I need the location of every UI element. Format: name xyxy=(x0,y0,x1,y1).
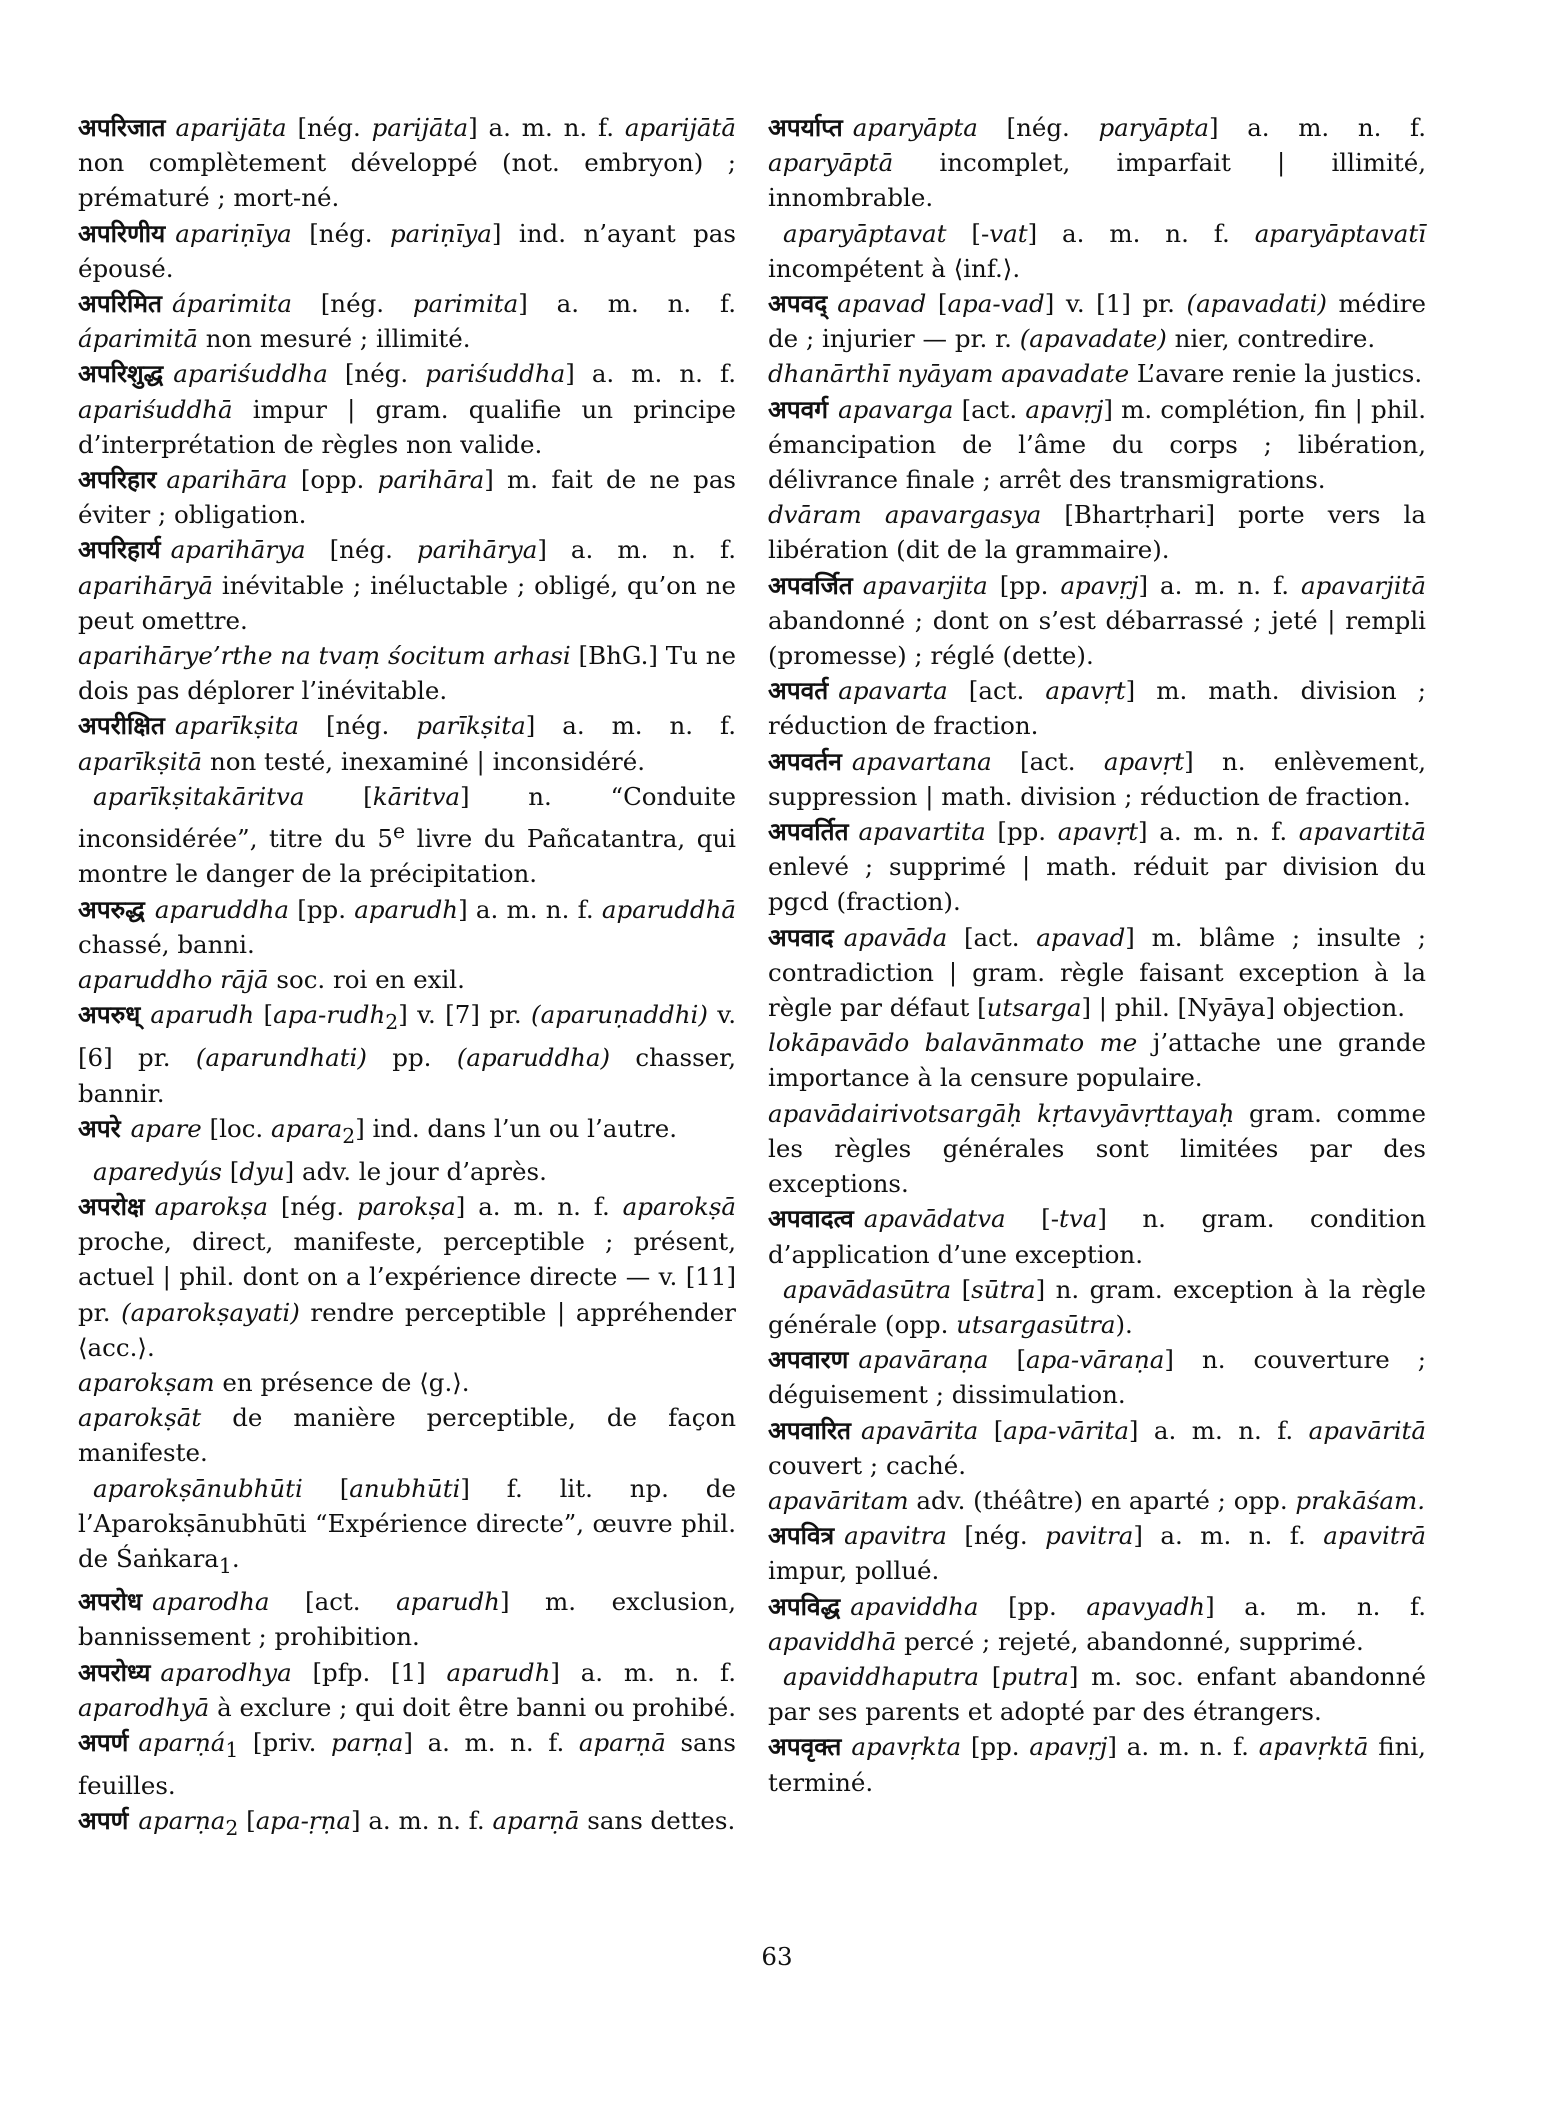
entry-text: ] m. math. division ; réduction de fraction. xyxy=(768,676,1426,741)
dictionary-entry xyxy=(78,1111,736,1154)
entry-text: [act. xyxy=(953,394,1026,424)
entry-text: enlevé ; supprimé | math. réduit par division du pgcd (fraction). xyxy=(768,852,1426,917)
headword-devanagari: अपर्ण xyxy=(78,1806,129,1836)
italic-text: apavartitā xyxy=(1298,817,1426,847)
entry-text: impur, pollué. xyxy=(768,1556,940,1586)
italic-text: (apavadati) xyxy=(1186,289,1327,319)
entry-text: couvert ; caché. xyxy=(768,1450,967,1480)
entry-text: ] v. [1] pr. xyxy=(1044,289,1187,319)
entry-text: ] | phil. [Nyāya] objection. xyxy=(1081,993,1406,1023)
entry-text: abandonné ; dont on s’est débarrassé ; jeté | rempli (promesse) ; réglé (dette). xyxy=(768,605,1426,671)
dictionary-entry xyxy=(78,1803,736,1846)
entry-text: ] m. blâme ; insulte ; contradiction | gram. règle faisant exception à la règle par défaut [ xyxy=(768,922,1426,1023)
headword-devanagari: अपर्ण xyxy=(78,1727,129,1757)
italic-text: aparyāptā xyxy=(768,148,894,178)
entry-text: ] a. m. n. f. xyxy=(403,1727,579,1757)
dictionary-entry xyxy=(78,1655,736,1725)
italic-text: aparedyús xyxy=(93,1156,222,1186)
dictionary-entry xyxy=(78,532,736,638)
italic-text: apaviddhā xyxy=(768,1626,897,1656)
dictionary-entry xyxy=(78,638,736,708)
headword-devanagari: अपवादत्व xyxy=(768,1204,854,1234)
entry-text: [Bhartṛhari] porte vers la libération (dit de la grammaire). xyxy=(768,500,1426,565)
entry-text: [act. xyxy=(947,922,1037,952)
italic-text: dyu xyxy=(239,1156,285,1186)
entry-text: L’avare renie la justics. xyxy=(1129,359,1423,389)
entry-text: ). xyxy=(1115,1309,1133,1339)
dictionary-entry xyxy=(78,708,736,778)
entry-text: ] ind. n’ayant pas épousé. xyxy=(78,218,736,283)
italic-text: aparīkṣitakāritva xyxy=(93,781,305,811)
headword-devanagari: अपरिमित xyxy=(78,289,162,319)
entry-text: chasser, bannir. xyxy=(78,1043,736,1108)
italic-text: parihārya xyxy=(416,535,538,565)
italic-text: apare xyxy=(130,1113,202,1143)
entry-text: incomplet, imparfait | illimité, innombrable. xyxy=(768,148,1426,213)
italic-text: aparijātā xyxy=(624,113,736,142)
dictionary-entry xyxy=(78,1189,736,1365)
dictionary-entry xyxy=(768,1025,1426,1095)
entry-text: ] a. m. n. f. xyxy=(537,535,736,565)
entry-text: [nég. xyxy=(286,113,372,142)
entry-text: ] a. m. n. f. xyxy=(1107,1732,1259,1762)
subscript: 1 xyxy=(225,1737,239,1762)
subscript: 1 xyxy=(218,1553,232,1578)
entry-text: ] a. m. n. f. xyxy=(1138,817,1299,847)
headword-devanagari: अपरे xyxy=(78,1113,121,1143)
superscript: e xyxy=(392,819,406,844)
headword-devanagari: अपरिशुद्ध xyxy=(78,359,164,389)
italic-text: aparokṣam xyxy=(78,1368,215,1398)
entry-text: [ xyxy=(221,1156,240,1186)
entry-text: ] a. m. n. f. xyxy=(350,1806,493,1836)
entry-text: [act. xyxy=(991,746,1104,776)
entry-text: [ xyxy=(302,1473,350,1503)
entry-text: [nég. xyxy=(946,1521,1046,1551)
italic-text: aparīkṣitā xyxy=(78,746,203,776)
headword-devanagari: अपवर्तित xyxy=(768,817,849,847)
subscript: 2 xyxy=(385,1010,399,1035)
subscript: 2 xyxy=(342,1123,356,1148)
dictionary-entry xyxy=(768,356,1426,391)
italic-text: aparokṣa xyxy=(154,1192,268,1222)
italic-text: pariṇīya xyxy=(390,218,492,248)
headword-devanagari: अपरोक्ष xyxy=(78,1192,145,1222)
entry-text: adv. (théâtre) en aparté ; opp. xyxy=(908,1485,1296,1515)
italic-text: aparudh xyxy=(354,894,459,924)
italic-text: (aparuṇaddhi) xyxy=(531,1000,708,1030)
italic-text: pavitra xyxy=(1045,1521,1134,1551)
entry-text: ] v. [7] pr. xyxy=(398,1000,532,1030)
entry-text: [nég. xyxy=(327,359,426,389)
italic-text: (aparokṣayati) xyxy=(121,1297,300,1327)
italic-text: kāritva xyxy=(372,781,461,811)
headword-devanagari: अपर्याप्त xyxy=(768,113,843,142)
italic-text: vat xyxy=(989,218,1028,248)
italic-text: aparodhya xyxy=(160,1657,292,1687)
entry-text: [ xyxy=(926,289,948,319)
entry-text: ] a. m. n. f. xyxy=(458,894,602,924)
headword-devanagari: अपरिजात xyxy=(78,113,166,142)
entry-text: [BhG.] Tu ne dois pas déplorer l’inévitable. xyxy=(78,641,736,706)
italic-text: aparuddha xyxy=(154,894,290,924)
italic-text: anubhūti xyxy=(349,1473,461,1503)
italic-text: aparokṣā xyxy=(622,1192,736,1222)
italic-text: (apavadate) xyxy=(1019,324,1167,354)
dictionary-entry xyxy=(78,110,736,216)
entry-text: [opp. xyxy=(287,465,378,495)
italic-text: apavṛt xyxy=(1057,817,1139,847)
entry-text: ] m. complétion, fin | phil. émancipation de l’âme du corps ; libération, délivrance finale ; arrêt des transmigrations. xyxy=(768,394,1426,495)
dictionary-entry xyxy=(768,497,1426,567)
entry-text: [ xyxy=(254,1000,274,1030)
headword-devanagari: अपवारण xyxy=(768,1345,849,1375)
left-column xyxy=(78,110,736,1846)
dictionary-entry xyxy=(78,356,736,462)
entry-text: ] a. m. n. f. xyxy=(518,289,736,319)
entry-text: médire de ; injurier — pr. r. xyxy=(768,289,1426,354)
entry-text: en présence de ⟨g.⟩. xyxy=(214,1368,470,1398)
entry-text: [nég. xyxy=(299,711,417,741)
italic-text: apariśuddha xyxy=(173,359,328,389)
italic-text: áparimita xyxy=(171,289,292,319)
italic-text: apavarjitā xyxy=(1301,570,1426,600)
italic-text: apavāda xyxy=(843,922,948,952)
entry-text: de manière perceptible, de façon manifeste. xyxy=(78,1403,736,1468)
dictionary-entry xyxy=(768,392,1426,498)
entry-text: rendre perceptible | appréhender ⟨acc.⟩. xyxy=(78,1297,737,1362)
entry-text: [pp. xyxy=(987,570,1061,600)
italic-text: aparṇā xyxy=(578,1727,666,1757)
italic-text: apariśuddhā xyxy=(78,394,233,424)
italic-text: apavarjita xyxy=(862,570,988,600)
entry-text: [- xyxy=(1005,1204,1060,1234)
italic-text: apavṛt xyxy=(1103,746,1185,776)
entry-text: ] n. enlèvement, suppression | math. division ; réduction de fraction. xyxy=(768,746,1426,811)
entry-text: ] a. m. n. f. xyxy=(565,359,736,389)
italic-text: parṇa xyxy=(331,1727,404,1757)
entry-text: soc. roi en exil. xyxy=(268,965,465,995)
italic-text: sūtra xyxy=(971,1274,1036,1304)
dictionary-entry xyxy=(768,920,1426,1026)
entry-text: ] a. m. n. f. xyxy=(1128,1415,1309,1445)
headword-devanagari: अपरिणीय xyxy=(78,218,166,248)
entry-text: [pp. xyxy=(289,894,355,924)
italic-text: aparijāta xyxy=(175,113,287,142)
italic-text: apavarga xyxy=(838,394,954,424)
italic-text: parokṣa xyxy=(357,1192,456,1222)
sub-entry xyxy=(768,1272,1426,1342)
entry-text: fini, terminé. xyxy=(768,1732,1426,1797)
entry-text: non testé, inexaminé | inconsidéré. xyxy=(202,746,646,776)
dictionary-entry xyxy=(768,1518,1426,1588)
italic-text: apavṛj xyxy=(1025,394,1104,424)
entry-text: ] n. “Conduite inconsidérée”, titre du 5 xyxy=(78,781,736,854)
italic-text: aparṇá xyxy=(138,1727,226,1757)
entry-text: à exclure ; qui doit être banni ou prohibé. xyxy=(209,1692,737,1722)
headword-devanagari: अपवर्त xyxy=(768,676,829,706)
italic-text: apavāritam xyxy=(768,1485,909,1515)
entry-text: incompétent à ⟨inf.⟩. xyxy=(768,253,1021,283)
dictionary-entry xyxy=(78,1400,736,1470)
sub-entry xyxy=(768,1659,1426,1729)
headword-devanagari: अपरोध xyxy=(78,1587,143,1617)
entry-text: ] a. m. n. f. xyxy=(1138,570,1302,600)
headword-devanagari: अपरुद्ध xyxy=(78,894,145,924)
entry-text: [nég. xyxy=(291,218,390,248)
italic-text: apa-ṛṇa xyxy=(255,1806,351,1836)
italic-text: apavartita xyxy=(858,817,986,847)
headword-devanagari: अपरिहार xyxy=(78,465,157,495)
entry-text: [pp. xyxy=(961,1732,1030,1762)
italic-text: aparyāpta xyxy=(852,113,978,142)
dictionary-entry xyxy=(78,216,736,286)
entry-text: v. [6] pr. xyxy=(78,1000,736,1073)
entry-text: j’attache une grande importance à la censure populaire. xyxy=(768,1028,1426,1093)
entry-text: [ xyxy=(978,1415,1004,1445)
entry-text: non mesuré ; illimité. xyxy=(197,324,471,354)
italic-text: apavārita xyxy=(860,1415,979,1445)
entry-text: ] ind. dans l’un ou l’autre. xyxy=(355,1113,677,1143)
italic-text: apaviddha xyxy=(850,1591,979,1621)
dictionary-entry xyxy=(768,1483,1426,1518)
italic-text: apavādatva xyxy=(863,1204,1006,1234)
sub-entry xyxy=(78,779,736,892)
entry-text: [ xyxy=(988,1345,1027,1375)
dictionary-entry xyxy=(78,962,736,997)
italic-text: aparuddho rājā xyxy=(78,965,269,995)
entry-text: ] n. couverture ; déguisement ; dissimulation. xyxy=(768,1345,1426,1410)
italic-text: aparuddhā xyxy=(601,894,736,924)
sub-entry xyxy=(768,216,1426,286)
entry-text: ] n. gram. exception à la règle générale (opp. xyxy=(768,1274,1426,1339)
italic-text: apa-vārita xyxy=(1003,1415,1129,1445)
italic-text: aparṇa xyxy=(138,1806,226,1836)
italic-text: aparodhyā xyxy=(78,1692,210,1722)
italic-text: apavādasūtra xyxy=(783,1274,952,1304)
italic-text: pariśuddha xyxy=(425,359,566,389)
entry-text: [pfp. [1] xyxy=(291,1657,447,1687)
entry-text: livre du Pañcatantra, qui montre le danger de la précipitation. xyxy=(78,824,736,889)
italic-text: (aparundhati) xyxy=(195,1043,367,1073)
italic-text: lokāpavādo balavānmato me xyxy=(768,1028,1138,1058)
entry-text: ] m. soc. enfant abandonné par ses parents et adopté par des étrangers. xyxy=(768,1661,1426,1727)
entry-text: ] m. fait de ne pas éviter ; obligation. xyxy=(78,465,736,530)
italic-text: apavṛj xyxy=(1029,1732,1108,1762)
italic-text: aparīkṣita xyxy=(174,711,300,741)
italic-text: áparimitā xyxy=(78,324,198,354)
italic-text: dvāram apavargasya xyxy=(768,500,1042,530)
italic-text: apavāraṇa xyxy=(858,1345,989,1375)
italic-text: apariṇīya xyxy=(175,218,292,248)
dictionary-entry xyxy=(768,814,1426,920)
entry-text: [ xyxy=(978,1661,1002,1691)
italic-text: apaviddhaputra xyxy=(783,1661,979,1691)
entry-text: ] m. exclusion, bannissement ; prohibition. xyxy=(78,1587,736,1652)
entry-text: gram. comme les règles générales sont limitées par des exceptions. xyxy=(768,1098,1426,1199)
italic-text: aparudh xyxy=(150,1000,255,1030)
headword-devanagari: अपरोध्य xyxy=(78,1657,151,1687)
entry-text: pp. xyxy=(366,1043,457,1073)
page-number: 63 xyxy=(761,1942,793,1971)
entry-text: [nég. xyxy=(305,535,417,565)
italic-text: aparihāra xyxy=(166,465,288,495)
italic-text: apavṛj xyxy=(1060,570,1139,600)
italic-text: aparihāryā xyxy=(78,570,213,600)
entry-text: ] n. gram. condition d’application d’une exception. xyxy=(768,1204,1426,1269)
italic-text: apavartana xyxy=(851,746,992,776)
entry-text: ] a. m. n. f. xyxy=(1027,218,1255,248)
entry-text: ] f. lit. np. de l’Aparokṣānubhūti “Expérience directe”, œuvre phil. de Śaṅkara xyxy=(78,1473,736,1574)
italic-text: aparokṣāt xyxy=(78,1403,202,1433)
dictionary-entry xyxy=(78,1584,736,1654)
italic-text: apavitra xyxy=(844,1521,947,1551)
italic-text: apavṛkta xyxy=(851,1732,962,1762)
entry-text: percé ; rejeté, abandonné, supprimé. xyxy=(896,1626,1364,1656)
italic-text: apara xyxy=(271,1113,343,1143)
entry-text: ] a. m. n. f. xyxy=(468,113,625,142)
entry-text: ] adv. le jour d’après. xyxy=(284,1156,547,1186)
italic-text: aparyāptavatī xyxy=(1254,218,1427,248)
italic-text: parijāta xyxy=(371,113,469,142)
headword-devanagari: अपवाद xyxy=(768,922,834,952)
entry-text: [loc. xyxy=(201,1113,271,1143)
entry-text: [nég. xyxy=(977,113,1099,142)
dictionary-entry xyxy=(768,1096,1426,1202)
dictionary-entry xyxy=(768,1201,1426,1271)
dictionary-entry xyxy=(768,1729,1426,1799)
italic-text: parimita xyxy=(412,289,519,319)
italic-text: apavṛktā xyxy=(1258,1732,1369,1762)
headword-devanagari: अपरीक्षित xyxy=(78,711,165,741)
headword-devanagari: अपरिहार्य xyxy=(78,535,161,565)
dictionary-entry xyxy=(768,286,1426,356)
entry-text: nier, contredire. xyxy=(1166,324,1376,354)
entry-text: sans feuilles. xyxy=(78,1727,736,1801)
entry-text: ] a. m. n. f. xyxy=(1205,1591,1426,1621)
entry-text: ] a. m. n. f. xyxy=(1209,113,1426,142)
headword-devanagari: अपवृक्त xyxy=(768,1732,842,1762)
italic-text: apavādairivotsargāḥ kṛtavyāvṛttayaḥ xyxy=(768,1098,1235,1128)
entry-text: [ xyxy=(238,1806,256,1836)
italic-text: apa-rudh xyxy=(273,1000,386,1030)
headword-devanagari: अपवर्तन xyxy=(768,746,842,776)
italic-text: aparodha xyxy=(152,1587,270,1617)
dictionary-entry xyxy=(78,1365,736,1400)
dictionary-entry xyxy=(768,1413,1426,1483)
entry-text: . xyxy=(231,1544,240,1574)
sub-entry xyxy=(78,1471,736,1585)
headword-devanagari: अपविद्ध xyxy=(768,1591,841,1621)
italic-text: putra xyxy=(1001,1661,1069,1691)
entry-text: ] a. m. n. f. xyxy=(525,711,736,741)
entry-text: inévitable ; inéluctable ; obligé, qu’on ne peut omettre. xyxy=(78,570,736,635)
italic-text: aparudh xyxy=(396,1587,500,1617)
entry-text: [pp. xyxy=(978,1591,1087,1621)
italic-text: apavarta xyxy=(838,676,948,706)
headword-devanagari: अपरुध् xyxy=(78,1000,141,1030)
italic-text: paryāpta xyxy=(1098,113,1210,142)
right-column xyxy=(768,110,1426,1800)
headword-devanagari: अपवारित xyxy=(768,1415,851,1445)
italic-text: apavad xyxy=(837,289,927,319)
subscript: 2 xyxy=(225,1816,239,1841)
dictionary-entry xyxy=(78,286,736,356)
entry-text: chassé, banni. xyxy=(78,929,255,959)
italic-text: aparihārye’rthe na tvaṃ śocitum arhasi xyxy=(78,641,571,671)
italic-text: apavad xyxy=(1036,922,1126,952)
italic-text: aparudh xyxy=(446,1657,551,1687)
dictionary-entry xyxy=(768,1589,1426,1659)
entry-text: [nég. xyxy=(267,1192,357,1222)
italic-text: parihāra xyxy=(377,465,485,495)
headword-devanagari: अपवित्र xyxy=(768,1521,835,1551)
dictionary-entry xyxy=(78,1725,736,1803)
entry-text: [ xyxy=(951,1274,972,1304)
italic-text: aparihārya xyxy=(170,535,306,565)
italic-text: apa-vad xyxy=(947,289,1045,319)
italic-text: dhanārthī nyāyam apavadate xyxy=(768,359,1130,389)
dictionary-entry xyxy=(768,568,1426,674)
italic-text: utsargasūtra xyxy=(956,1309,1116,1339)
headword-devanagari: अपवर्ग xyxy=(768,394,829,424)
entry-text: [ xyxy=(304,781,373,811)
entry-text: impur | gram. qualifie un principe d’interprétation de règles non valide. xyxy=(78,394,736,459)
entry-text: [- xyxy=(946,218,990,248)
entry-text: [nég. xyxy=(291,289,413,319)
dictionary-entry xyxy=(78,462,736,532)
entry-text: [act. xyxy=(269,1587,397,1617)
italic-text: apavitrā xyxy=(1323,1521,1426,1551)
headword-devanagari: अपवर्जित xyxy=(768,570,853,600)
italic-text: aparṇā xyxy=(492,1806,580,1836)
dictionary-entry xyxy=(78,892,736,962)
entry-text: [pp. xyxy=(985,817,1058,847)
italic-text: (aparuddha) xyxy=(456,1043,611,1073)
italic-text: parīkṣita xyxy=(416,711,526,741)
italic-text: prakāśam. xyxy=(1295,1485,1426,1515)
italic-text: apavṛt xyxy=(1045,676,1126,706)
italic-text: aparyāptavat xyxy=(783,218,947,248)
dictionary-entry xyxy=(78,997,736,1111)
dictionary-entry xyxy=(768,744,1426,814)
dictionary-entry xyxy=(768,673,1426,743)
italic-text: apavyadh xyxy=(1086,1591,1206,1621)
entry-text: [act. xyxy=(947,676,1046,706)
entry-text: ] a. m. n. f. xyxy=(455,1192,623,1222)
entry-text: ] a. m. n. f. xyxy=(550,1657,736,1687)
sub-entry xyxy=(78,1154,736,1189)
entry-text: ] a. m. n. f. xyxy=(1133,1521,1324,1551)
italic-text: apa-vāraṇa xyxy=(1026,1345,1165,1375)
headword-devanagari: अपवद् xyxy=(768,289,828,319)
italic-text: tva xyxy=(1059,1204,1098,1234)
italic-text: apavāritā xyxy=(1308,1415,1426,1445)
entry-text: proche, direct, manifeste, perceptible ; présent, actuel | phil. dont on a l’expérience directe — v. [11] pr. xyxy=(78,1227,736,1327)
entry-text: [priv. xyxy=(238,1727,332,1757)
italic-text: utsarga xyxy=(986,993,1082,1023)
dictionary-entry xyxy=(768,110,1426,216)
entry-text: non complètement développé (not. embryon) ; prématuré ; mort-né. xyxy=(78,148,736,213)
italic-text: aparokṣānubhūti xyxy=(93,1473,303,1503)
dictionary-entry xyxy=(768,1342,1426,1412)
entry-text: sans dettes. xyxy=(579,1806,736,1836)
